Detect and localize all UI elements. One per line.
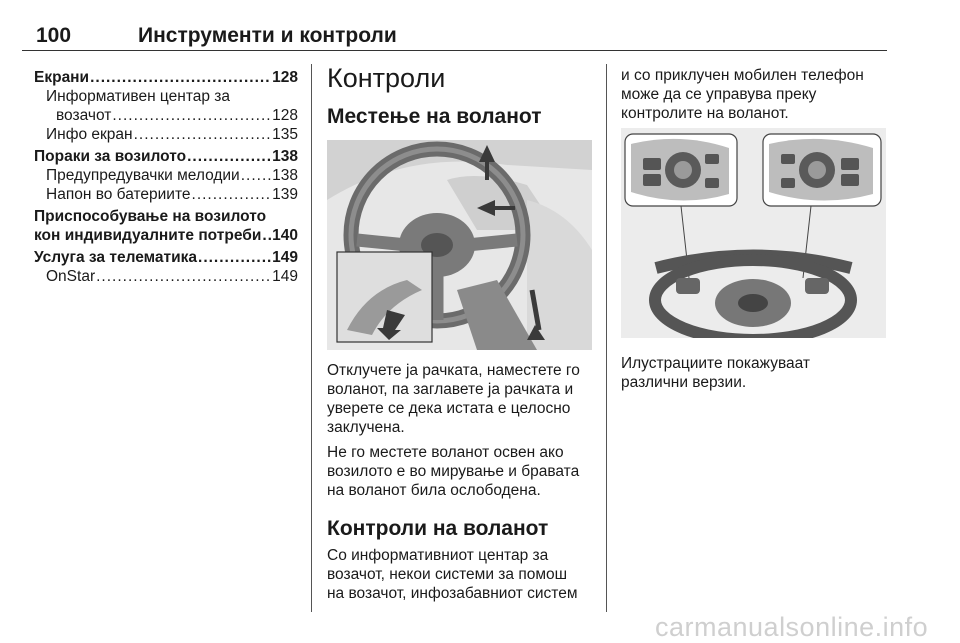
toc-entry[interactable]: OnStar ..... 149	[34, 267, 298, 286]
watermark: carmanualsonline.info	[655, 612, 929, 642]
page-header	[22, 20, 887, 51]
toc-entry[interactable]: Предупредувачки мелодии ..... 138	[34, 166, 298, 185]
toc-entry[interactable]: Напон во батериите ..... 139	[34, 185, 298, 204]
steering-wheel-drawing	[327, 140, 592, 350]
paragraph: Со информативниот центар за возачот, некои системи за помош на возачот, инфозабавниот систем	[327, 547, 578, 602]
toc-entry: Приспособување на возилото	[34, 208, 267, 225]
subsection-title: Контроли на воланот	[327, 517, 549, 540]
paragraph: и со приклучен мобилен телефон може да се управува преку контролите на воланот.	[621, 67, 864, 122]
column-2	[327, 62, 595, 130]
toc-entry[interactable]: Инфо екран ..... 135	[34, 125, 298, 144]
paragraph: Отклучете ја рачката, наместете го воланот, па заглавете ја рачката и уверете се дека истата е целосно заклучена.	[327, 362, 580, 436]
table-of-contents	[34, 68, 298, 286]
section-title: Контроли	[327, 63, 446, 93]
subsection-title: Местење на воланот	[327, 105, 542, 128]
toc-entry[interactable]: Пораки за возилото ..... 138	[34, 147, 298, 166]
toc-entry[interactable]: возачот ..... 128	[34, 106, 298, 125]
toc-entry[interactable]: Услуга за телематика ..... 149	[34, 248, 298, 267]
page-number: 100	[36, 24, 72, 47]
caption	[621, 354, 889, 392]
paragraph: Не го местете воланот освен ако возилото е во мирување и бравата на воланот била ослободена.	[327, 444, 580, 499]
toc-entry[interactable]: кон индивидуалните потреби ..... 140	[34, 226, 298, 245]
steering-controls-drawing	[621, 128, 886, 338]
figure-caption: Илустрациите покажуваат различни верзии.	[621, 355, 811, 391]
column-divider	[606, 64, 607, 612]
steering-adjust-illustration	[327, 140, 592, 350]
column-3	[621, 66, 889, 123]
steering-controls-illustration	[621, 128, 886, 338]
toc-entry[interactable]: Екрани ..... 128	[34, 68, 298, 87]
toc-entry: Информативен центар за	[46, 88, 231, 105]
page-title: Инструменти и контроли	[138, 24, 397, 47]
column-2-text	[327, 361, 595, 603]
column-divider	[311, 64, 312, 612]
